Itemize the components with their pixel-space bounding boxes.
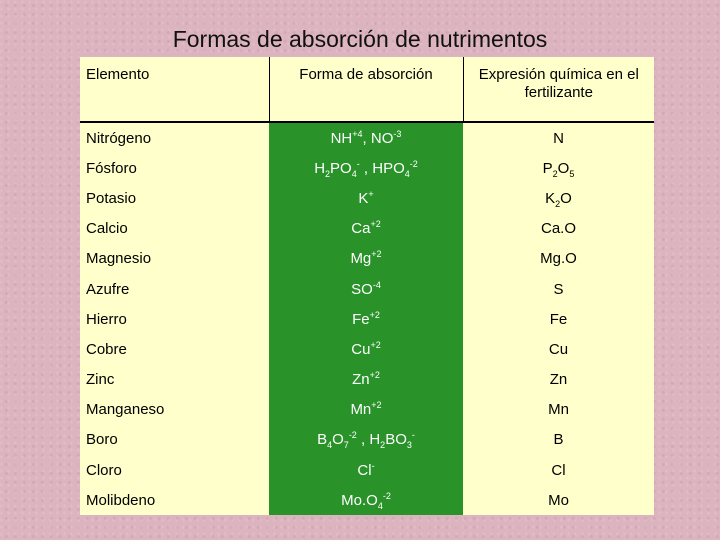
fertilizer-expression: Fe [463, 304, 654, 334]
table-row [80, 122, 654, 153]
table-body [80, 122, 654, 515]
fertilizer-expression: Cl [463, 455, 654, 485]
element-name: Magnesio [80, 244, 269, 274]
header-element: Elemento [80, 57, 269, 122]
absorption-form: $SO^{-4}$ [269, 274, 463, 304]
table-row [80, 334, 654, 364]
table-row [80, 244, 654, 274]
fertilizer-expression: Mg.O [463, 244, 654, 274]
table-row [80, 214, 654, 244]
element-name: Zinc [80, 365, 269, 395]
table-row [80, 365, 654, 395]
element-name: Hierro [80, 304, 269, 334]
absorption-form: $H_2PO_4^-$ , $HPO_4^{-2}$ [269, 153, 463, 183]
fertilizer-expression: Mo [463, 485, 654, 515]
table-row [80, 183, 654, 213]
absorption-form: $Zn^{+2}$ [269, 365, 463, 395]
absorption-form: $Mn^{+2}$ [269, 395, 463, 425]
absorption-form: $Ca^{+2}$ [269, 214, 463, 244]
element-name: Molibdeno [80, 485, 269, 515]
table-row [80, 455, 654, 485]
table-row [80, 395, 654, 425]
element-name: Nitrógeno [80, 122, 269, 153]
table-row [80, 304, 654, 334]
absorption-form: $NH^{+4}$, $NO^{-3}$ [269, 122, 463, 153]
absorption-form: $Mg^{+2}$ [269, 244, 463, 274]
absorption-form: $B_4O_7^{-2}$ , $H_2BO_3^-$ [269, 425, 463, 455]
fertilizer-expression: Cu [463, 334, 654, 364]
element-name: Potasio [80, 183, 269, 213]
table-row [80, 274, 654, 304]
element-name: Cloro [80, 455, 269, 485]
header-absorption-form: Forma de absorción [269, 57, 463, 122]
element-name: Cobre [80, 334, 269, 364]
element-name: Azufre [80, 274, 269, 304]
absorption-form: $Mo.O_4^{-2}$ [269, 485, 463, 515]
absorption-form: Cl- [269, 455, 463, 485]
absorption-form: $Fe^{+2}$ [269, 304, 463, 334]
page-title: Formas de absorción de nutrimentos [172, 26, 548, 52]
fertilizer-expression: $P_2O_5$ [463, 153, 654, 183]
fertilizer-expression: Ca.O [463, 214, 654, 244]
header-row [80, 57, 654, 122]
absorption-form: K+ [269, 183, 463, 213]
nutrient-table [80, 57, 654, 515]
absorption-form: $Cu^{+2}$ [269, 334, 463, 364]
fertilizer-expression: Mn [463, 395, 654, 425]
element-name: Fósforo [80, 153, 269, 183]
fertilizer-expression: Zn [463, 365, 654, 395]
table-row [80, 153, 654, 183]
header-chemical-expression: Expresión química en el fertilizante [463, 57, 654, 122]
table-row [80, 485, 654, 515]
table-row [80, 425, 654, 455]
table-header [80, 57, 654, 122]
fertilizer-expression: $K_2O$ [463, 183, 654, 213]
fertilizer-expression: B [463, 425, 654, 455]
element-name: Calcio [80, 214, 269, 244]
element-name: Manganeso [80, 395, 269, 425]
element-name: Boro [80, 425, 269, 455]
fertilizer-expression: S [463, 274, 654, 304]
fertilizer-expression: N [463, 122, 654, 153]
